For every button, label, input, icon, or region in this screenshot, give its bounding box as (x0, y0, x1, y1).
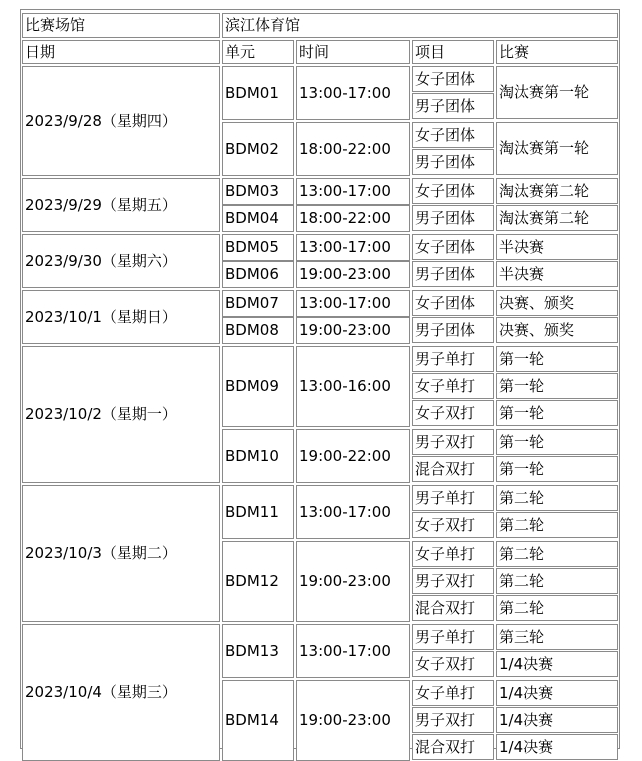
event-cell: 男子双打 (412, 707, 494, 733)
venue-label: 比赛场馆 (22, 13, 220, 38)
match-cell: 1/4决赛 (496, 707, 618, 733)
match-cell: 淘汰赛第一轮 (496, 122, 618, 175)
date-cell: 2023/10/2（星期一） (22, 346, 220, 483)
event-cell: 女子团体 (412, 234, 494, 260)
unit-cell: BDM14 (222, 680, 294, 761)
match-cell: 1/4决赛 (496, 651, 618, 677)
event-cell: 男子团体 (412, 317, 494, 343)
header-time: 时间 (296, 40, 410, 64)
match-cell: 第二轮 (496, 485, 618, 511)
time-cell: 19:00-23:00 (296, 541, 410, 622)
unit-cell: BDM11 (222, 485, 294, 539)
match-cell: 淘汰赛第二轮 (496, 205, 618, 231)
event-cell: 男子团体 (412, 149, 494, 175)
event-cell: 女子团体 (412, 290, 494, 316)
event-cell: 男子团体 (412, 205, 494, 231)
time-cell: 13:00-17:00 (296, 66, 410, 120)
time-cell: 19:00-23:00 (296, 261, 410, 288)
date-cell: 2023/10/1（星期日） (22, 290, 220, 344)
event-cell: 男子单打 (412, 624, 494, 650)
match-cell: 半决赛 (496, 261, 618, 287)
unit-cell: BDM03 (222, 178, 294, 205)
match-cell: 第一轮 (496, 456, 618, 482)
unit-cell: BDM13 (222, 624, 294, 678)
match-cell: 第一轮 (496, 346, 618, 372)
header-date: 日期 (22, 40, 220, 64)
unit-cell: BDM04 (222, 205, 294, 232)
date-cell: 2023/9/30（星期六） (22, 234, 220, 288)
event-cell: 女子团体 (412, 178, 494, 204)
unit-cell: BDM05 (222, 234, 294, 261)
match-cell: 第二轮 (496, 512, 618, 538)
unit-cell: BDM10 (222, 429, 294, 483)
event-cell: 男子双打 (412, 568, 494, 594)
match-cell: 淘汰赛第一轮 (496, 66, 618, 119)
event-cell: 女子单打 (412, 680, 494, 706)
venue-name: 滨江体育馆 (222, 13, 618, 38)
match-cell: 半决赛 (496, 234, 618, 260)
date-cell: 2023/9/29（星期五） (22, 178, 220, 232)
event-cell: 女子单打 (412, 373, 494, 399)
event-cell: 男子团体 (412, 93, 494, 119)
unit-cell: BDM08 (222, 317, 294, 344)
unit-cell: BDM06 (222, 261, 294, 288)
header-unit: 单元 (222, 40, 294, 64)
time-cell: 13:00-17:00 (296, 234, 410, 261)
time-cell: 18:00-22:00 (296, 122, 410, 176)
event-cell: 男子团体 (412, 261, 494, 287)
unit-cell: BDM02 (222, 122, 294, 176)
event-cell: 女子双打 (412, 400, 494, 426)
time-cell: 19:00-23:00 (296, 317, 410, 344)
event-cell: 混合双打 (412, 456, 494, 482)
time-cell: 13:00-17:00 (296, 290, 410, 317)
event-cell: 女子双打 (412, 651, 494, 677)
match-cell: 第二轮 (496, 541, 618, 567)
match-cell: 第一轮 (496, 373, 618, 399)
date-cell: 2023/10/3（星期二） (22, 485, 220, 622)
match-cell: 第一轮 (496, 429, 618, 455)
match-cell: 决赛、颁奖 (496, 317, 618, 343)
match-cell: 淘汰赛第二轮 (496, 178, 618, 204)
unit-cell: BDM01 (222, 66, 294, 120)
time-cell: 13:00-17:00 (296, 178, 410, 205)
event-cell: 男子单打 (412, 485, 494, 511)
event-cell: 女子团体 (412, 122, 494, 148)
event-cell: 混合双打 (412, 734, 494, 760)
header-match: 比赛 (496, 40, 618, 64)
match-cell: 决赛、颁奖 (496, 290, 618, 316)
time-cell: 13:00-17:00 (296, 624, 410, 678)
header-event: 项目 (412, 40, 494, 64)
time-cell: 19:00-23:00 (296, 680, 410, 761)
match-cell: 第二轮 (496, 595, 618, 621)
time-cell: 13:00-16:00 (296, 346, 410, 427)
date-cell: 2023/9/28（星期四） (22, 66, 220, 176)
time-cell: 13:00-17:00 (296, 485, 410, 539)
date-cell: 2023/10/4（星期三） (22, 624, 220, 761)
event-cell: 混合双打 (412, 595, 494, 621)
match-cell: 1/4决赛 (496, 680, 618, 706)
match-cell: 第二轮 (496, 568, 618, 594)
unit-cell: BDM07 (222, 290, 294, 317)
match-cell: 第一轮 (496, 400, 618, 426)
event-cell: 男子双打 (412, 429, 494, 455)
match-cell: 第三轮 (496, 624, 618, 650)
event-cell: 女子双打 (412, 512, 494, 538)
unit-cell: BDM12 (222, 541, 294, 622)
time-cell: 18:00-22:00 (296, 205, 410, 232)
event-cell: 男子单打 (412, 346, 494, 372)
time-cell: 19:00-22:00 (296, 429, 410, 483)
match-cell: 1/4决赛 (496, 734, 618, 760)
event-cell: 女子团体 (412, 66, 494, 92)
event-cell: 女子单打 (412, 541, 494, 567)
unit-cell: BDM09 (222, 346, 294, 427)
